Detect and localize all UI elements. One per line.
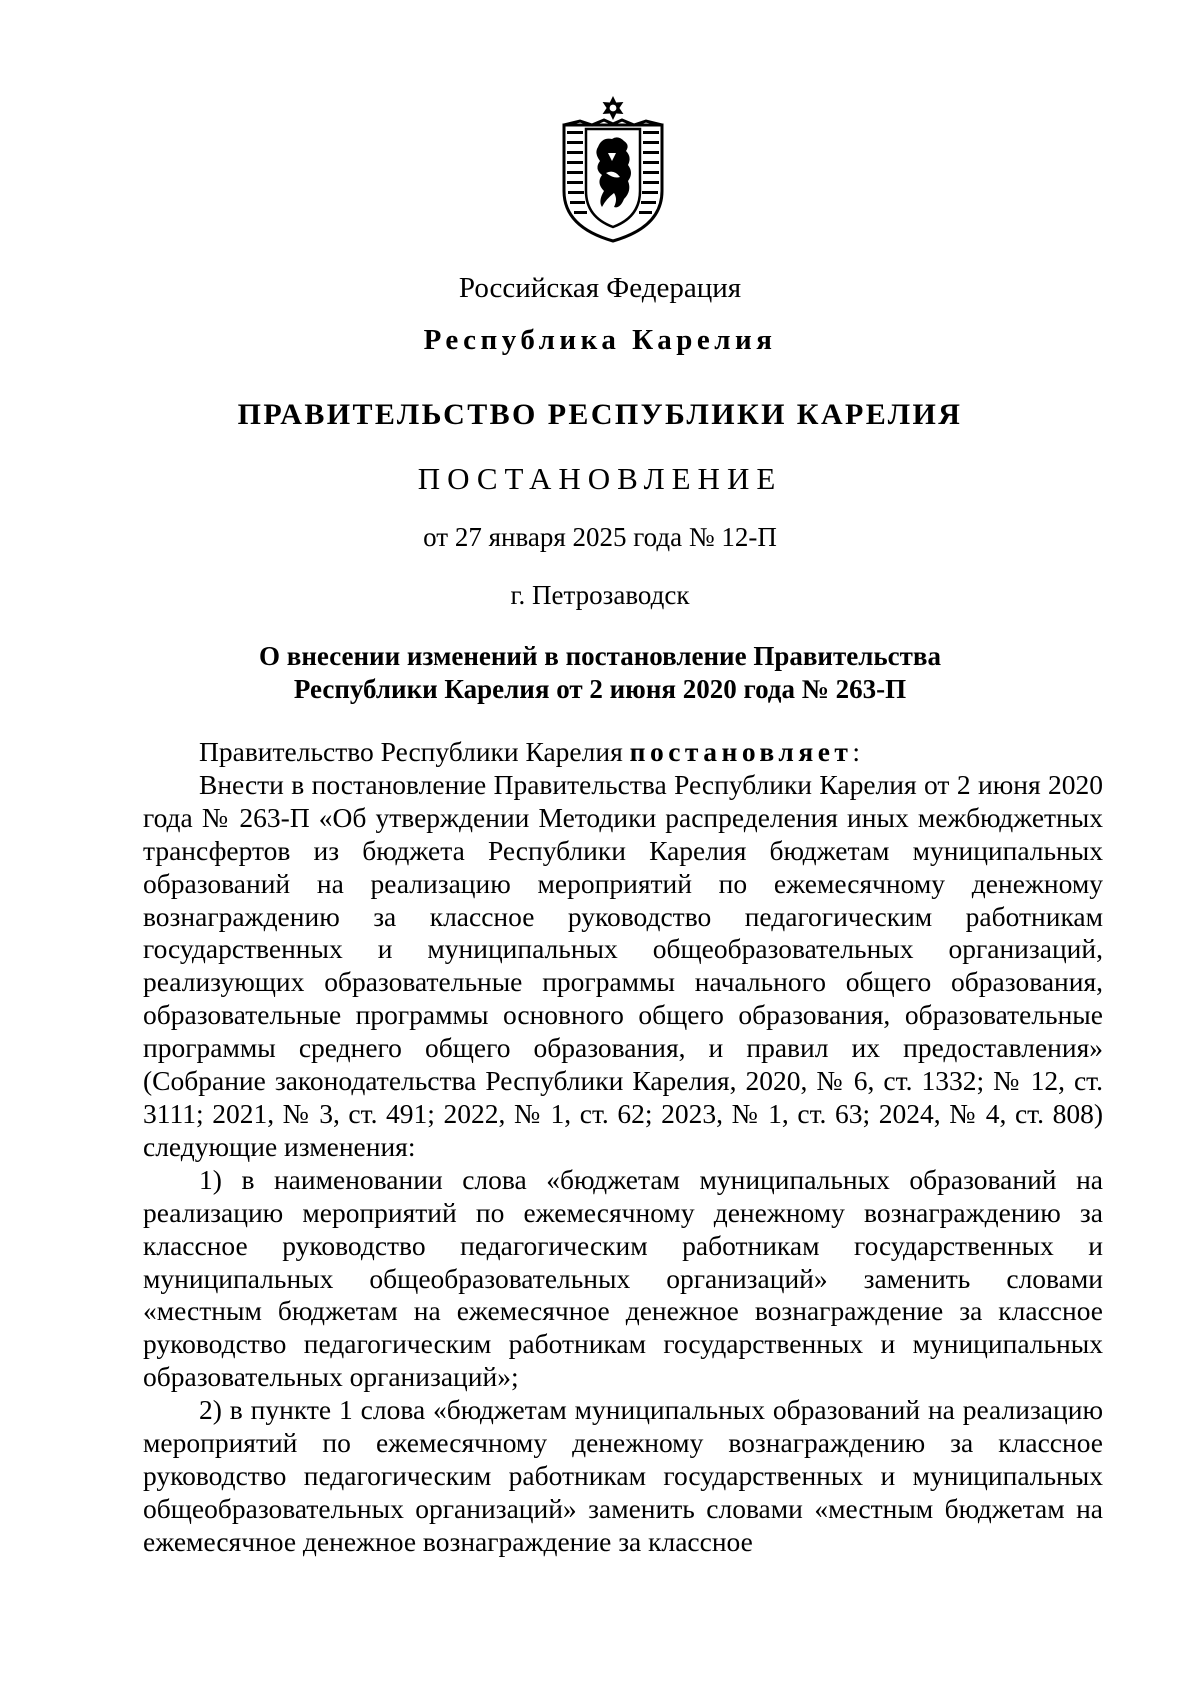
main-paragraph: Внести в постановление Правительства Республики Карелия от 2 июня 2020 года № 263-П «Об утверждении Методики распределения иных межбюджетных трансфертов из бюджета Республики Карелия бюджетам муниципальных образований на реализацию мероприятий по ежемесячному денежному вознаграждению за классное руководство педагогическим работникам государственных и муниципальных общеобразовательных организаций, реализующих образовательные программы начального общего образования, образовательные программы основного общего образования, образовательные программы среднего общего образования, и правил их предоставления» (Собрание законодательства Республики Карелия, 2020, № 6, ст. 1332; № 12, ст. 3111; 2021, № 3, ст. 491; 2022, № 1, ст. 62; 2023, № 1, ст. 63; 2024, № 4, ст. 808) следующие изменения: bbox=[143, 768, 1103, 1162]
document-type: ПОСТАНОВЛЕНИЕ bbox=[417, 461, 783, 496]
document-city: г. Петрозаводск bbox=[510, 580, 690, 610]
document-body bbox=[143, 736, 1103, 1559]
republic-name: Республика Карелия bbox=[423, 324, 777, 356]
subject-line-1: О внесении изменений в постановление Правительства bbox=[259, 641, 941, 671]
intro-prefix: Правительство Республики Карелия bbox=[199, 736, 630, 767]
document-date-number: от 27 января 2025 года № 12-П bbox=[423, 522, 777, 552]
intro-suffix: : bbox=[852, 736, 861, 767]
amendment-item-1: 1) в наименовании слова «бюджетам муниципальных образований на реализацию мероприятий по ежемесячному денежному вознаграждению за классное руководство педагогическим работникам государственных и муниципальных общеобразовательных организаций» заменить словами «местным бюджетам на ежемесячное денежное вознаграждение за классное руководство педагогическим работникам государственных и муниципальных образовательных организаций»; bbox=[143, 1163, 1103, 1393]
intro-verb: постановляет bbox=[629, 736, 853, 767]
intro-paragraph bbox=[143, 736, 1103, 769]
country-name: Российская Федерация bbox=[458, 272, 742, 304]
government-name: ПРАВИТЕЛЬСТВО РЕСПУБЛИКИ КАРЕЛИЯ bbox=[237, 398, 963, 431]
document-subject bbox=[0, 640, 1200, 706]
amendment-item-2: 2) в пункте 1 слова «бюджетам муниципальных образований на реализацию мероприятий по ежемесячному денежному вознаграждению за классное руководство педагогическим работникам государственных и муниципальных общеобразовательных организаций» заменить словами «местным бюджетам на ежемесячное денежное вознаграждение за классное bbox=[143, 1394, 1103, 1557]
subject-line-2: Республики Карелия от 2 июня 2020 года № 263-П bbox=[293, 674, 907, 704]
karelia-coat-of-arms-icon bbox=[558, 95, 668, 243]
coat-of-arms-emblem bbox=[558, 95, 668, 243]
